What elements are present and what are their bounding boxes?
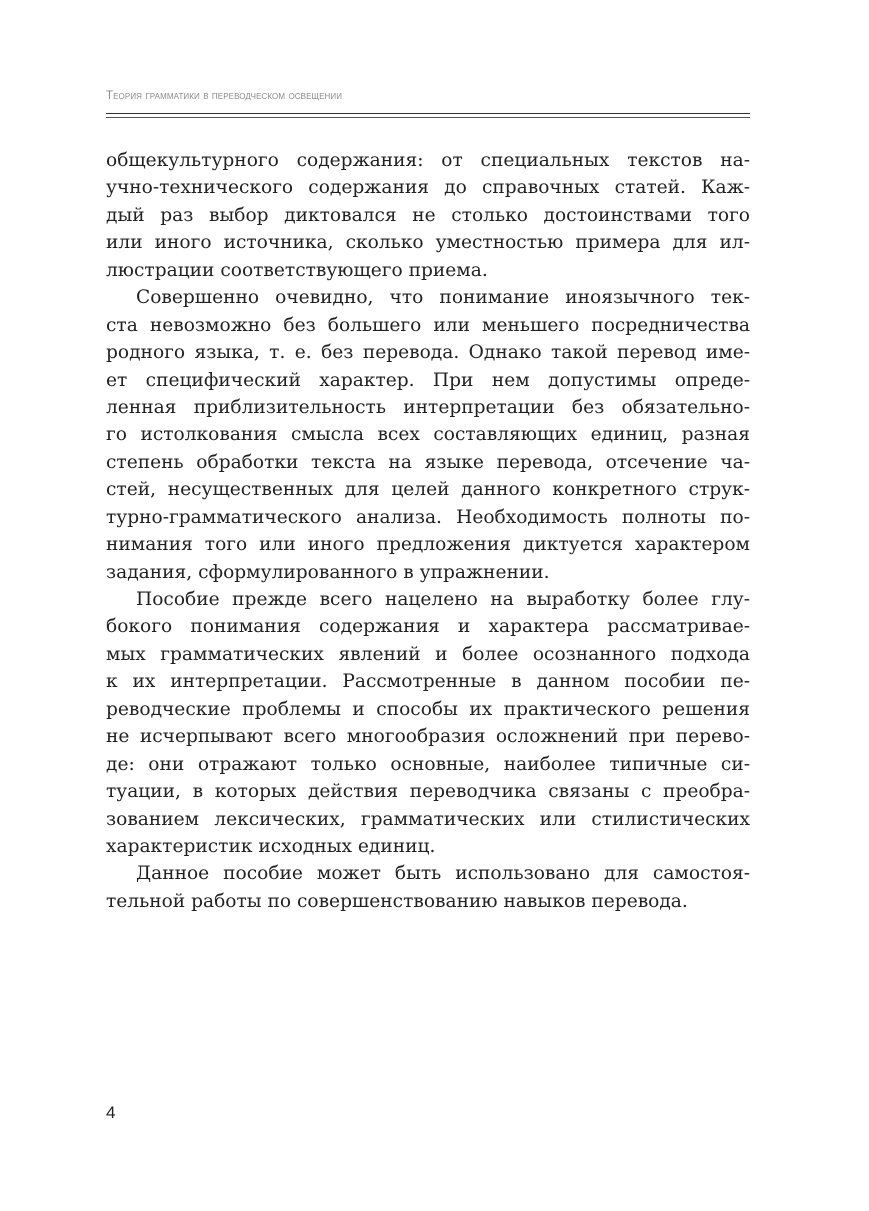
text-line: родного языка, т. е. без перевода. Однако такой перевод име- — [106, 342, 750, 364]
text-line: ста невозможно без большего или меньшего посредничества — [106, 314, 750, 336]
header-rule-bottom — [106, 117, 750, 118]
text-line: дый раз выбор диктовался не столько достоинствами того — [106, 204, 750, 226]
text-line: бокого понимания содержания и характера рассматривае- — [106, 616, 750, 638]
text-line: Данное пособие может быть использовано для самостоя- — [136, 863, 750, 885]
text-line: нимания того или иного предложения диктуется характером — [106, 534, 750, 556]
text-line: люстрации соответствующего приема. — [106, 259, 488, 281]
text-line: туации, в которых действия переводчика связаны с преобра- — [106, 781, 750, 803]
text-line: характеристик исходных единиц. — [106, 835, 436, 857]
text-line: ленная приблизительность интерпретации без обязательно- — [106, 396, 750, 418]
text-line: или иного источника, сколько уместностью примера для ил- — [106, 232, 750, 254]
page-number: 4 — [106, 1103, 116, 1122]
header-rule-top — [106, 113, 750, 114]
text-line: общекультурного содержания: от специальных текстов на- — [106, 150, 750, 171]
text-line: го истолкования смысла всех составляющих единиц, разная — [106, 424, 750, 446]
text-line: стей, несущественных для целей данного конкретного струк- — [106, 479, 750, 501]
text-line: турно-грамматического анализа. Необходимость полноты по- — [106, 506, 750, 528]
text-line: реводческие проблемы и способы их практического решения — [106, 698, 750, 720]
text-line: де: они отражают только основные, наиболее типичные си- — [106, 753, 750, 775]
text-line: задания, сформулированного в упражнении. — [106, 561, 550, 583]
text-line: учно-технического содержания до справочных статей. Каж- — [106, 177, 750, 199]
text-line: зованием лексических, грамматических или стилистических — [106, 808, 750, 830]
text-line: к их интерпретации. Рассмотренные в данном пособии пе- — [106, 671, 750, 693]
text-line: не исчерпывают всего многообразия осложнений при перево- — [106, 726, 750, 748]
body-text — [106, 147, 750, 915]
text-line: степень обработки текста на языке перевода, отсечение ча- — [106, 451, 750, 473]
text-line: мых грамматических явлений и более осознанного подхода — [106, 643, 750, 665]
text-line: ет специфический характер. При нем допустимы опреде- — [106, 369, 750, 391]
text-line: Пособие прежде всего нацелено на выработку более глу- — [136, 589, 750, 610]
text-line: Совершенно очевидно, что понимание иноязычного тек- — [136, 287, 750, 309]
text-line: тельной работы по совершенствованию навыков перевода. — [106, 890, 688, 912]
running-header: Теория грамматики в переводческом освещении — [106, 90, 343, 102]
